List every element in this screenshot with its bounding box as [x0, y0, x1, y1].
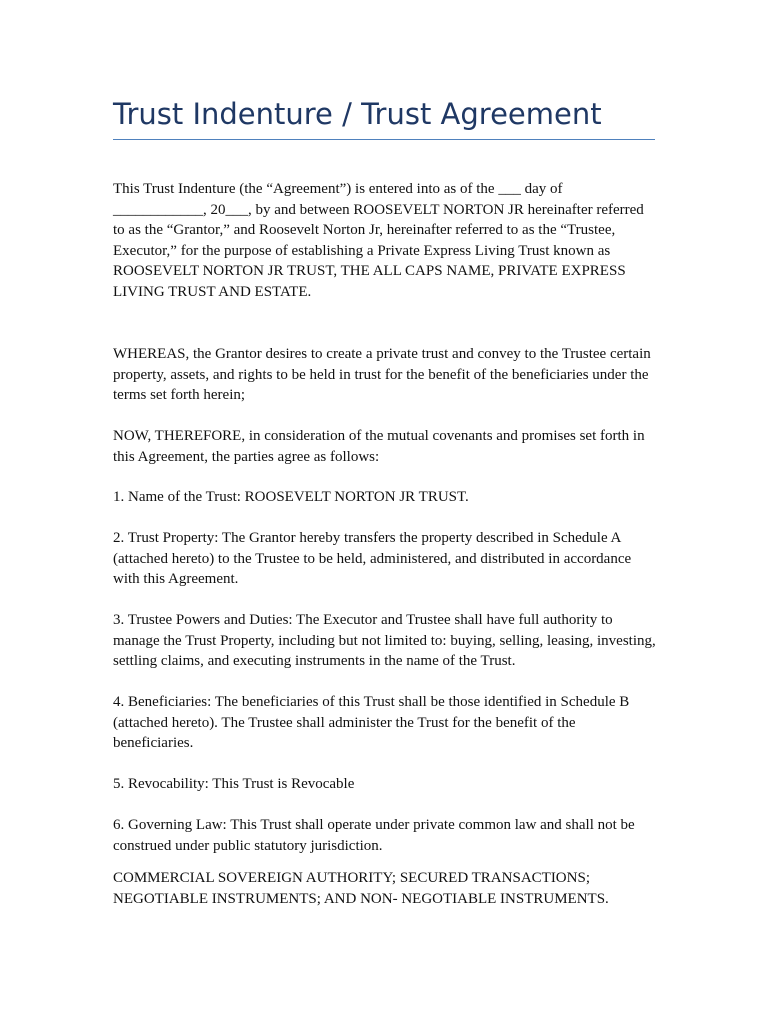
clause-4-beneficiaries: 4. Beneficiaries: The beneficiaries of this Trust shall be those identified in Schedule B (attached hereto). The Trustee shall administer the Trust for the benefit of the beneficiaries.	[113, 694, 630, 751]
clause-6-governing-law: 6. Governing Law: This Trust shall operate under private common law and shall not be construed under public statutory jurisdiction.	[113, 817, 635, 854]
title-underline-divider	[113, 139, 655, 140]
document-title: Trust Indenture / Trust Agreement	[113, 97, 602, 131]
intro-paragraph: This Trust Indenture (the “Agreement”) is entered into as of the ___ day of ____________, 20___, by and between ROOSEVELT NORTON JR hereinafter referred to as the “Grantor,” and Roosevelt Norton Jr, hereinafter referred to as the “Trustee, Executor,” for the purpose of establishing a Private Express Living Trust known as ROOSEVELT NORTON JR TRUST, THE ALL CAPS NAME, PRIVATE EXPRESS LIVING TRUST AND ESTATE.	[113, 181, 644, 300]
clause-1-name-of-trust: 1. Name of the Trust: ROOSEVELT NORTON JR TRUST.	[113, 489, 469, 505]
whereas-paragraph: WHEREAS, the Grantor desires to create a private trust and convey to the Trustee certain property, assets, and rights to be held in trust for the benefit of the beneficiaries under the terms set forth herein;	[113, 346, 651, 403]
clause-2-trust-property: 2. Trust Property: The Grantor hereby transfers the property described in Schedule A (attached hereto) to the Trustee to be held, administered, and distributed in accordance with this Agreement.	[113, 530, 632, 587]
now-therefore-paragraph: NOW, THEREFORE, in consideration of the mutual covenants and promises set forth in this Agreement, the parties agree as follows:	[113, 428, 645, 465]
clause-5-revocability: 5. Revocability: This Trust is Revocable	[113, 776, 355, 792]
commercial-authority-statement: COMMERCIAL SOVEREIGN AUTHORITY; SECURED TRANSACTIONS; NEGOTIABLE INSTRUMENTS; AND NON- NEGOTIABLE INSTRUMENTS.	[113, 870, 609, 907]
clause-3-trustee-powers: 3. Trustee Powers and Duties: The Executor and Trustee shall have full authority to manage the Trust Property, including but not limited to: buying, selling, leasing, investing, settling claims, and executing instruments in the name of the Trust.	[113, 612, 656, 669]
